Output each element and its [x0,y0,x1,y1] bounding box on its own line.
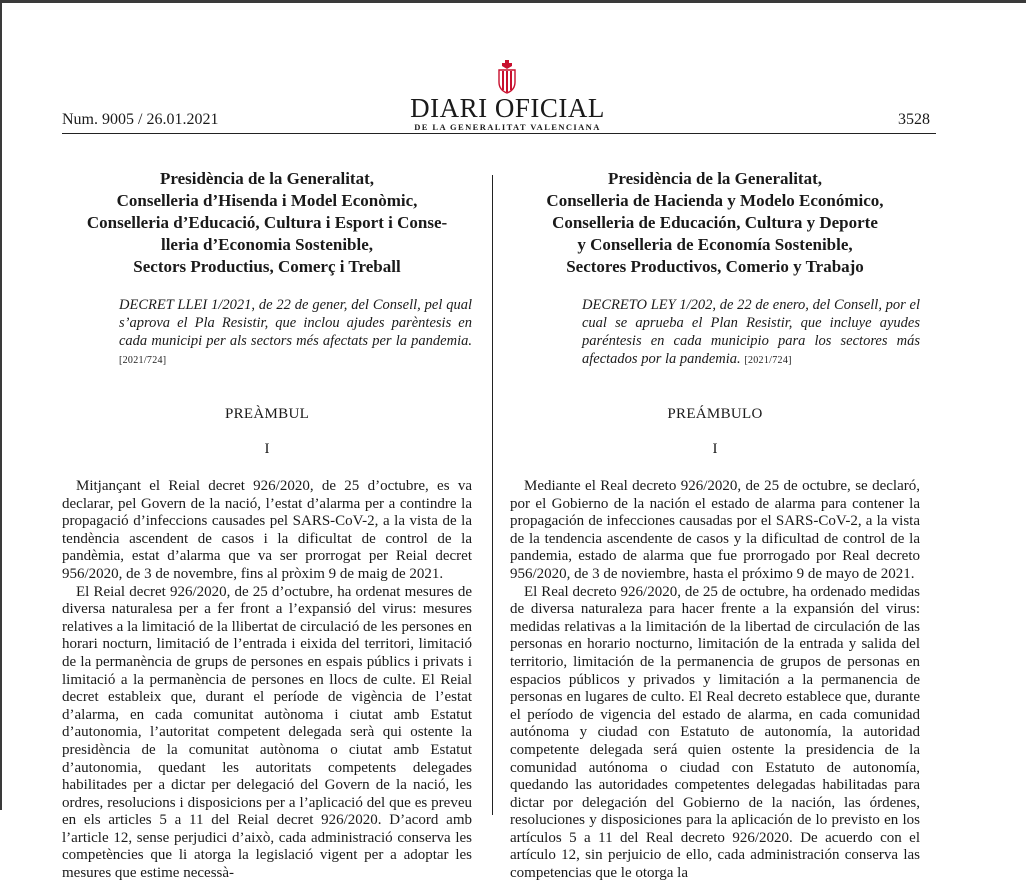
section-number: I [264,441,270,457]
org-line: Sectors Productius, Comerç i Treball [133,257,401,276]
org-line: Presidència de la Generalitat, [607,169,823,188]
decree-summary [582,296,920,370]
section-heading: PREÁMBULO [667,406,763,422]
issuing-bodies [510,168,920,278]
org-line: Conselleria de Educación, Cultura y Deporte [552,213,878,232]
issue-number: Num. 9005 / 26.01.2021 [62,111,219,128]
org-line: lleria d’Economia Sostenible, [160,235,374,254]
section-number: I [712,441,718,457]
left-column [62,168,472,883]
summary-reference: [2021/724] [119,355,167,366]
column-divider [492,175,493,815]
summary-text: DECRET LLEI 1/2021, de 22 de gener, del Consell, pel qual s’aprova el Pla Resistir, que inclou ajudes parèntesis en cada municipi per als sectors més afectats per la pandemia. [119,297,472,349]
issuing-bodies [62,168,472,278]
summary-text: DECRETO LEY 1/202, de 22 de enero, del Consell, por el cual se aprueba el Plan Resistir, que incluye ayudes paréntesis en cada municipio para los sectores más afectados por la pandemia. [582,297,920,367]
header-rule [62,133,936,134]
page-number: 3528 [898,111,930,128]
window-top-edge [0,0,1026,3]
section-heading: PREÀMBUL [224,406,310,422]
org-line: Sectores Productivos, Comerio y Trabajo [566,257,864,276]
org-line: Conselleria de Hacienda y Modelo Económico, [546,191,884,210]
summary-reference: [2021/724] [744,355,792,366]
paragraph: Mediante el Real decreto 926/2020, de 25 de octubre, se declaró, por el Gobierno de la nación el estado de alarma para contener la propagación de infecciones causadas por el SARS-CoV-2, a la vista de la tendencia ascendente de casos y la dificultad de control de la pandemia, estado de alarma que fue prorrogado por Real decreto 956/2020, de 3 de noviembre, hasta el próximo 9 de mayo de 2021. [510,478,920,582]
body-text [510,478,920,883]
right-column [510,168,920,883]
paragraph: El Real decreto 926/2020, de 25 de octubre, ha ordenado medidas de diversa naturaleza para hacer frente a la expansión del virus: medidas relativas a la limitación de la libertad de circulación de las personas en horario nocturno, limitación de la entrada y salida del territorio, limitación de la permanencia de grupos de personas en espacios públicos y privados y limitación a la permanencia de personas en lugares de culto. El Real decreto establece que, durante el período de vigencia del estado de alarma, en cada comunidad autónoma y ciudad con Estatuto de autonomía, la autoridad competente delegada será quien ostente la presidencia de la comunidad autónoma o ciudad con Estatuto de autonomía, quedando las autoridades competentes delegadas habilitadas para dictar por delegación del Gobierno de la nación, las órdenes, resoluciones y disposiciones para la aplicación de lo previsto en los artículos 5 a 11 del Real decreto 926/2020. De acuerdo con el artículo 12, sin perjuicio de ello, cada administración conserva las competencias que le otorga la [510,583,920,882]
generalitat-emblem-icon [494,58,520,94]
body-text [62,478,472,883]
org-line: Conselleria d’Hisenda i Model Econòmic, [116,191,418,210]
masthead-logo [400,58,615,138]
org-line: y Conselleria de Economía Sostenible, [577,235,853,254]
org-line: Conselleria d’Educació, Cultura i Esport i Conse- [86,213,448,232]
decree-summary [119,296,472,370]
paragraph: El Reial decret 926/2020, de 25 d’octubre, ha ordenat mesures de diversa naturalesa per a fer front a l’expansió del virus: mesures relatives a la limitació de la llibertat de circulació de les persones en horari nocturn, limitació de l’entrada i eixida del territori, limitació de la permanència de grups de persones en espais públics i privats i limitació a la permanència de persones en llocs de culte. El Reial decret estableix que, durant el període de vigència de l’estat d’alarma, en cada comunitat autònoma i ciutat amb Estatut d’autonomia, l’autoritat competent delegada serà qui ostente la presidència de la comunitat autònoma o ciutat amb Estatut d’autonomia, quedant les autoritats competents delegades habilitades per a dictar per delegació del Govern de la nació, les ordres, resolucions i disposicions per a l’aplicació del que es preveu en els articles 5 a 11 del Reial decret 926/2020. D’acord amb l’article 12, sense perjudici d’això, cada administració conserva les competències que li atorga la legislació vigent per a adoptar les mesures que estime necessà- [62,583,472,882]
masthead-title: DIARI OFICIAL [410,93,605,123]
window-left-edge [0,0,2,810]
paragraph: Mitjançant el Reial decret 926/2020, de 25 d’octubre, es va declarar, pel Govern de la nació, l’estat d’alarma per a contindre la propagació d’infeccions causades pel SARS-CoV-2, a la vista de la tendència ascendent de casos i la dificultat de control de la pandèmia, estat d’alarma que va ser prorrogat per Reial decret 956/2020, de 3 de novembre, fins al pròxim 9 de maig de 2021. [62,478,472,582]
org-line: Presidència de la Generalitat, [159,169,375,188]
masthead-subtitle: DE LA GENERALITAT VALENCIANA [414,122,601,132]
